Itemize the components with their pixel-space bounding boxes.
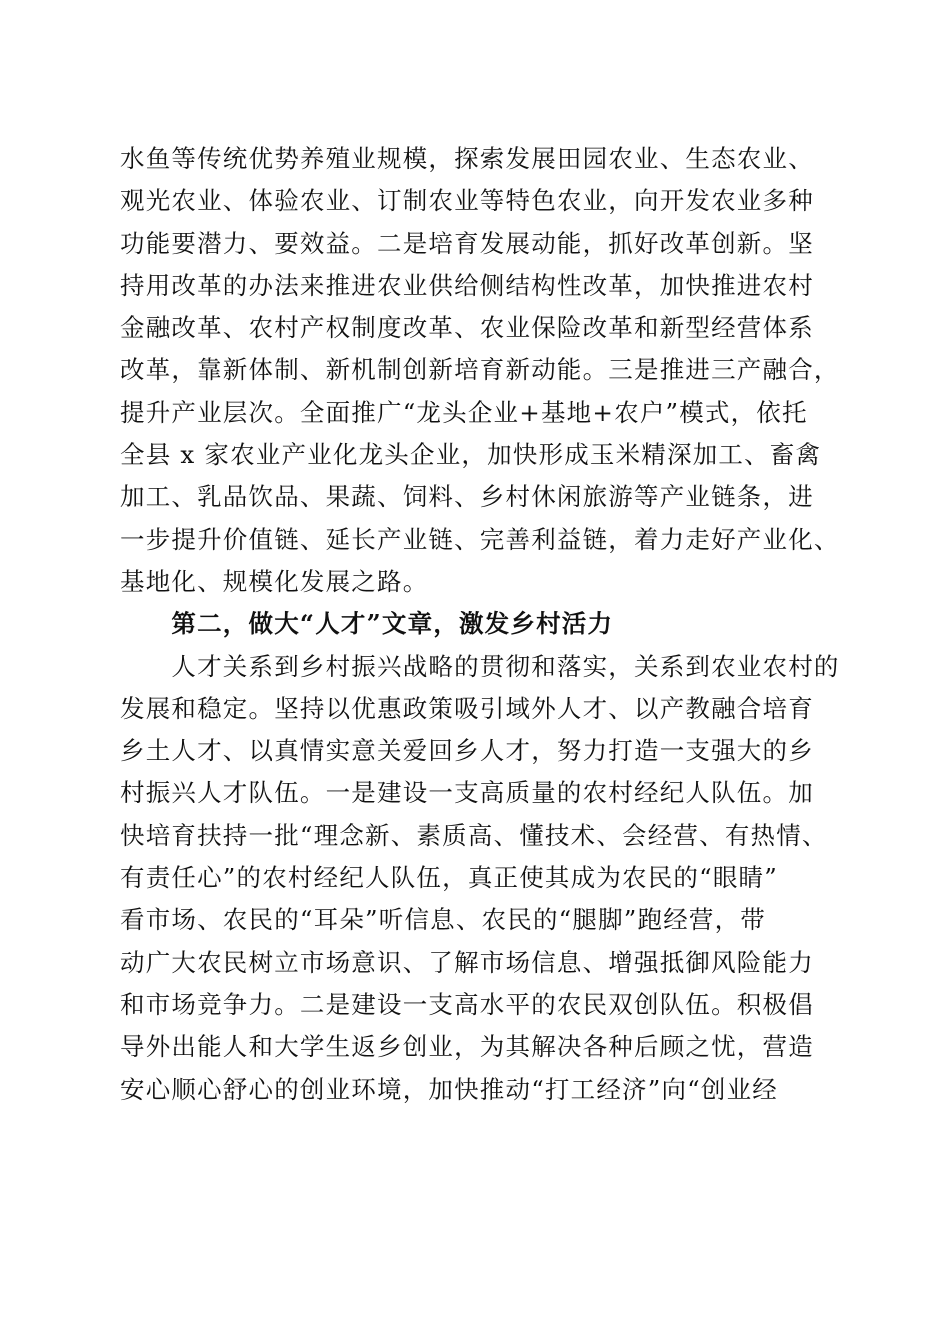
text-line: 有责任心”的农村经纪人队伍，真正使其成为农民的“眼睛”	[120, 863, 778, 893]
text-line: 水鱼等传统优势养殖业规模，探索发展田园农业、生态农业、	[120, 144, 814, 173]
text-line: 一步提升价值链、延长产业链、完善利益链，着力走好产业化、	[120, 524, 840, 554]
text-line: 人才关系到乡村振兴战略的贯彻和落实，关系到农业农村的	[120, 651, 840, 681]
text-line: 村振兴人才队伍。一是建设一支高质量的农村经纪人队伍。加	[120, 778, 814, 808]
text-line: 和市场竞争力。二是建设一支高水平的农民双创队伍。积极倡	[120, 989, 814, 1019]
section-heading: 第二，做大“人才”文章，激发乡村活力	[120, 609, 614, 639]
text-line: 改革，靠新体制、新机制创新培育新动能。三是推进三产融合，	[120, 355, 840, 385]
text-line: 加工、乳品饮品、果蔬、饲料、乡村休闲旅游等产业链条，进	[120, 482, 814, 512]
text-line: 导外出能人和大学生返乡创业，为其解决各种后顾之忧，营造	[120, 1032, 814, 1062]
text-line: 动广大农民树立市场意识、了解市场信息、增强抵御风险能力	[120, 947, 814, 977]
text-line: 发展和稳定。坚持以优惠政策吸引域外人才、以产教融合培育	[120, 693, 814, 723]
text-line: 功能要潜力、要效益。二是培育发展动能，抓好改革创新。坚	[120, 228, 814, 258]
text-line: 基地化、规模化发展之路。	[120, 566, 429, 596]
text-line: 观光农业、体验农业、订制农业等特色农业，向开发农业多种	[120, 186, 814, 216]
text-line: 全县 x 家农业产业化龙头企业，加快形成玉米精深加工、畜禽	[120, 440, 822, 470]
text-line: 看市场、农民的“耳朵”听信息、农民的“腿脚”跑经营，带	[120, 905, 766, 935]
text-line: 提升产业层次。全面推广“龙头企业+基地+农户”模式，依托	[120, 397, 808, 427]
body-text	[120, 138, 840, 1111]
text-line: 金融改革、农村产权制度改革、农业保险改革和新型经营体系	[120, 313, 814, 343]
text-line: 乡土人才、以真情实意关爱回乡人才，努力打造一支强大的乡	[120, 736, 814, 766]
text-line: 快培育扶持一批“理念新、素质高、懂技术、会经营、有热情、	[120, 820, 828, 850]
text-line: 持用改革的办法来推进农业供给侧结构性改革，加快推进农村	[120, 270, 814, 300]
text-line: 安心顺心舒心的创业环境，加快推动“打工经济”向“创业经	[120, 1074, 778, 1104]
